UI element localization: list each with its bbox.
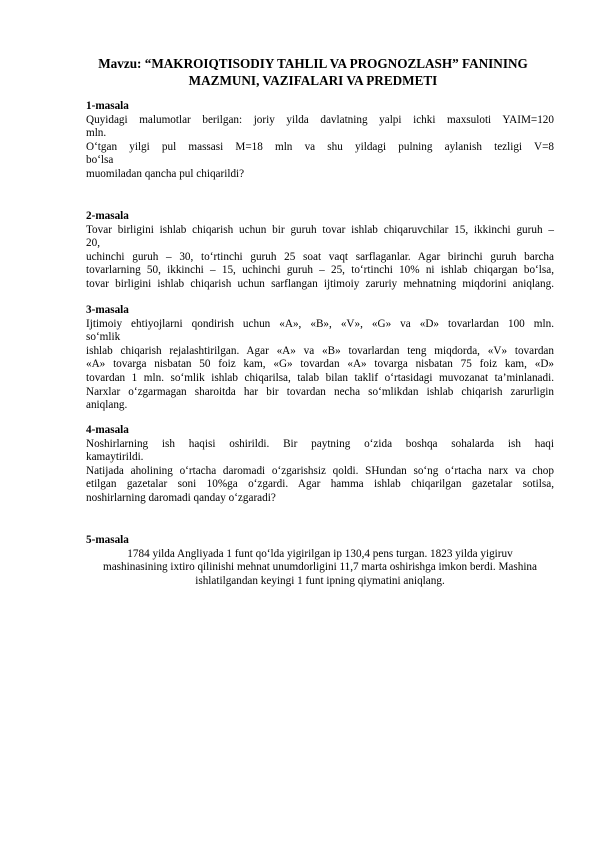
- problem-3: [86, 304, 554, 413]
- problem-text-line: tovardan 1 mln. so‘mlik ishlab chiqarilsa, talab bilan taklif o‘rtasidagi muvozanat ta’minlanadi.: [86, 371, 554, 384]
- problem-2: [86, 210, 554, 292]
- problem-text-line: mashinasining ixtiro qilinishi mehnat unumdorligini 11,7 marta oshirishga imkon berdi. Mashina: [103, 561, 537, 574]
- problem-text-line: tovar birligini ishlab chiqarish uchun sarflangan ijtimoiy zaruriy mehnatning miqdorini aniqlang.: [86, 277, 554, 290]
- problem-5: [86, 534, 554, 588]
- problem-text-line: «A» tovarga nisbatan 50 foiz kam, «G» tovardan «A» tovarga nisbatan 75 foiz kam, «D»: [86, 358, 554, 371]
- problem-text-line: bo‘lsa: [86, 154, 114, 167]
- problem-text-line: Ijtimoiy ehtiyojlarni qondirish uchun «A», «B», «V», «G» va «D» tovarlardan 100 mln.: [86, 317, 554, 330]
- problem-text-line: 20,: [86, 237, 100, 250]
- problem-text-line: Tovar birligini ishlab chiqarish uchun bir guruh tovar ishlab chiqaruvchilar 15, ikkinchi guruh –: [86, 223, 554, 236]
- document-title: [78, 56, 548, 89]
- problem-1: [86, 100, 554, 182]
- problem-text-line: etilgan gazetalar soni 10%ga o‘zgardi. Agar hamma ishlab chiqarilgan gazetalar sotilsa,: [86, 478, 554, 491]
- problem-text-line: uchinchi guruh – 30, to‘rtinchi guruh 25 soat vaqt sarflaganlar. Agar birinchi guruh barcha: [86, 250, 554, 263]
- problem-text-line: Narxlar o‘zgarmagan sharoitda har bir tovardan necha so‘mlikdan ishlab chiqarish zarurligin: [86, 385, 554, 398]
- problem-text-line: so‘mlik: [86, 331, 121, 344]
- problem-4: [86, 424, 554, 506]
- title-line-2: MAZMUNI, VAZIFALARI VA PREDMETI: [188, 72, 438, 88]
- problem-text-line: aniqlang.: [86, 399, 128, 412]
- problem-text-line: ishlab chiqarish rejalashtirilgan. Agar «A» va «B» tovarlardan teng miqdorda, «V» tovardan: [86, 344, 554, 357]
- problem-text-line: Noshirlarning ish haqisi oshirildi. Bir paytning o‘zida boshqa sohalarda ish haqi: [86, 437, 554, 450]
- problem-heading: 4-masala: [86, 424, 129, 436]
- problem-text-line: Natijada aholining o‘rtacha daromadi o‘zgarishsiz qoldi. SHundan so‘ng o‘rtacha narx va chop: [86, 464, 554, 477]
- problem-text-line: Quyidagi malumotlar berilgan: joriy yilda davlatning yalpi ichki maxsuloti YAIM=120: [86, 113, 554, 126]
- problem-heading: 5-masala: [86, 534, 129, 546]
- problem-heading: 2-masala: [86, 210, 129, 222]
- problem-heading: 1-masala: [86, 100, 129, 112]
- problem-text-line: tovarlarning 50, ikkinchi – 15, uchinchi guruh – 25, to‘rtinchi 10% ni ishlab chiqargan bo‘lsa,: [86, 264, 554, 277]
- problem-text-line: noshirlarning daromadi qanday o‘zgaradi?: [86, 491, 276, 504]
- problem-text-line: kamaytirildi.: [86, 451, 144, 464]
- title-line-1: Mavzu: “MAKROIQTISODIY TAHLIL VA PROGNOZLASH” FANINING: [98, 56, 528, 71]
- problem-text-line: ishlatilgandan keyingi 1 funt ipning qiymatini aniqlang.: [195, 574, 445, 587]
- problem-heading: 3-masala: [86, 304, 129, 316]
- problem-text-line: O‘tgan yilgi pul massasi M=18 mln va shu yildagi pulning aylanish tezligi V=8: [86, 140, 554, 153]
- problem-text-line: mln.: [86, 127, 107, 140]
- problem-text-line: 1784 yilda Angliyada 1 funt qo‘lda yigirilgan ip 130,4 pens turgan. 1823 yilda yigiruv: [127, 547, 513, 560]
- problem-text-line: muomiladan qancha pul chiqarildi?: [86, 167, 245, 180]
